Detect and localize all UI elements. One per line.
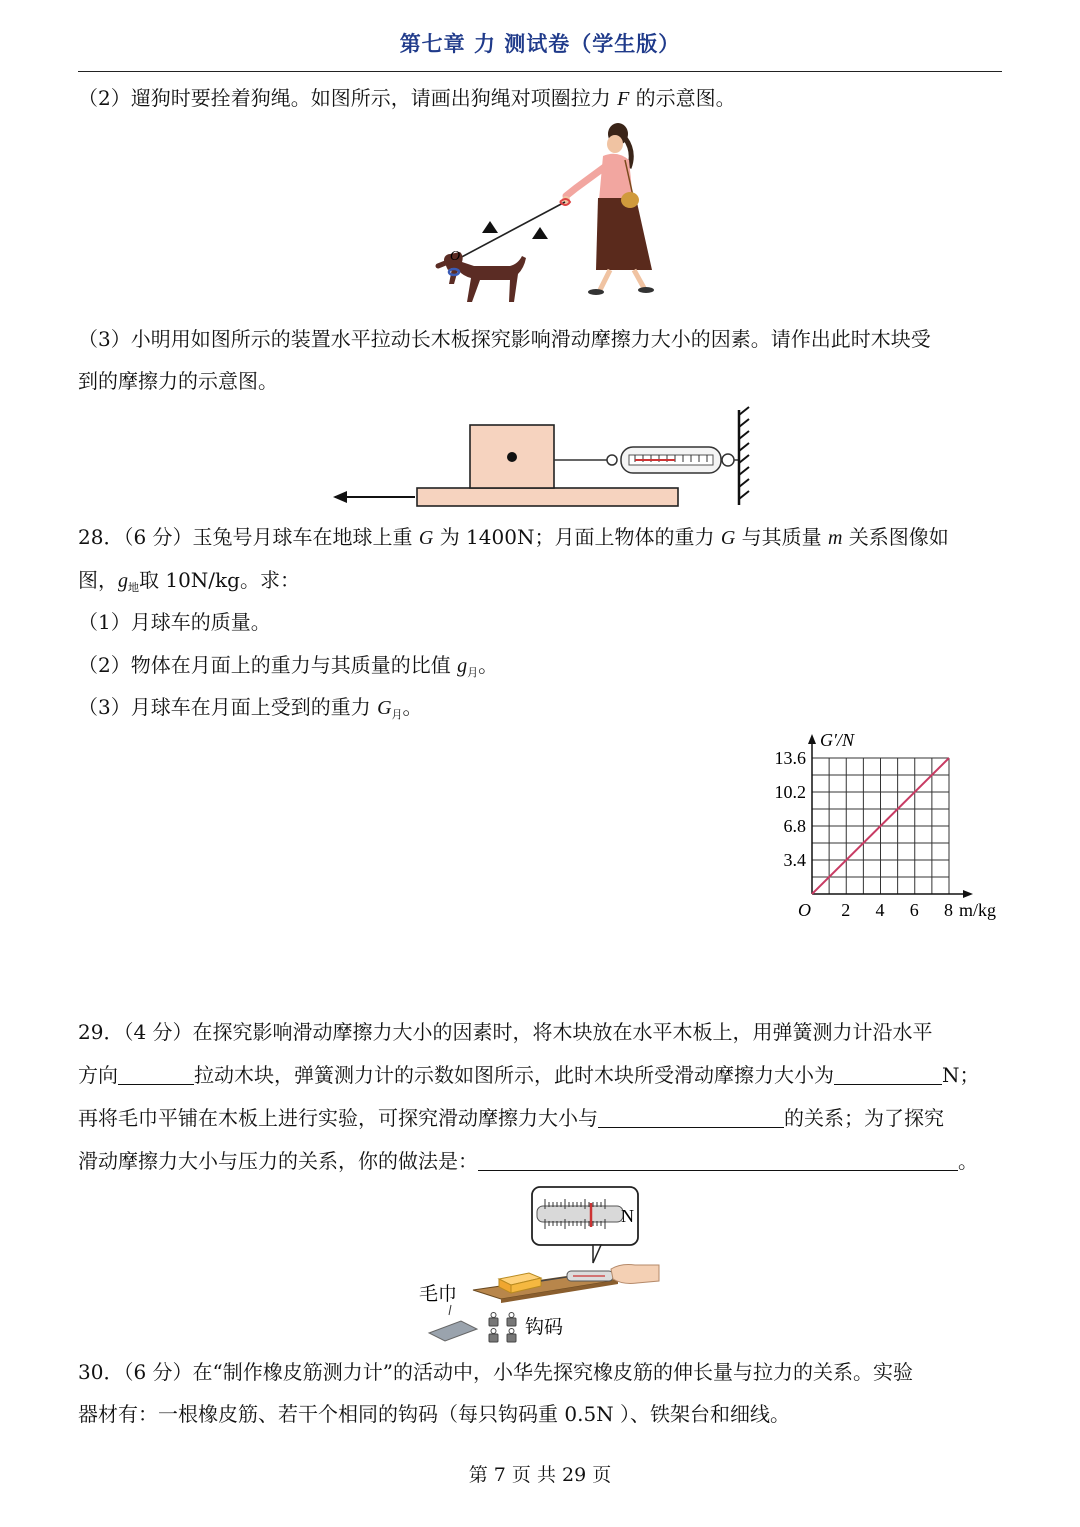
y-axis-arrow-icon	[808, 734, 816, 744]
y-tick-label: 13.6	[774, 748, 806, 768]
q27-part3-line2: 到的摩擦力的示意图。	[78, 369, 278, 393]
leash-line	[456, 202, 565, 260]
chart-y-label: G′/N	[820, 730, 854, 750]
q30-line1: 30．（6 分）在“制作橡皮筋测力计”的活动中，小华先探究橡皮筋的伸长量与拉力的关系。实验	[78, 1360, 913, 1384]
x-axis-arrow-icon	[963, 890, 973, 898]
q27-part3-line1: （3）小明用如图所示的装置水平拉动长木板探究影响滑动摩擦力大小的因素。请作出此时木块受	[78, 327, 931, 351]
q28-sub1: （1）月球车的质量。	[78, 610, 271, 634]
woman-illustration	[562, 123, 654, 295]
q29-line3: 再将毛巾平铺在木板上进行实验，可探究滑动摩擦力大小与 的关系；为了探究	[78, 1106, 944, 1130]
hand-illustration	[611, 1265, 659, 1284]
spring-scale-experiment-figure	[415, 1183, 675, 1343]
q29-line4: 滑动摩擦力大小与压力的关系，你的做法是： 。	[78, 1149, 978, 1173]
moon-gravity-chart	[760, 725, 1010, 925]
q30-line2: 器材有：一根橡皮筋、若干个相同的钩码（每只钩码重 0.5N ）、铁架台和细线。	[78, 1402, 791, 1426]
triangle-marker-icon	[532, 227, 548, 239]
hook-weights-icon	[489, 1313, 516, 1343]
y-tick-label: 10.2	[774, 782, 806, 802]
weights-label: 钩码	[525, 1317, 564, 1338]
x-tick-label: 2	[841, 900, 851, 920]
page-header-title: 第七章 力 测试卷（学生版）	[399, 31, 681, 56]
header-divider	[78, 71, 1002, 72]
q28-sub3: （3）月球车在月面上受到的重力 $G_月$。	[78, 695, 423, 721]
meter-unit-label: N	[621, 1206, 634, 1226]
dog-point-label: O	[450, 249, 461, 264]
y-tick-label: 6.8	[783, 816, 806, 836]
towel-illustration	[429, 1321, 477, 1341]
page-footer: 第 7 页 共 29 页	[468, 1464, 612, 1486]
answer-blank-direction[interactable]	[118, 1064, 194, 1085]
x-tick-label: 4	[875, 900, 885, 920]
x-tick-label: 8	[944, 900, 953, 920]
towel-label: 毛巾	[419, 1284, 458, 1305]
x-tick-label: 6	[909, 900, 919, 920]
q29-line2: 方向 拉动木块，弹簧测力计的示数如图所示，此时木块所受滑动摩擦力大小为 N；	[78, 1063, 980, 1087]
spring-scale-hook-icon	[607, 455, 617, 465]
long-wooden-board	[417, 488, 678, 506]
arrow-head-icon	[333, 491, 347, 503]
chart-origin-label: O	[798, 900, 811, 920]
q28-sub2: （2）物体在月面上的重力与其质量的比值 $g_月$。	[78, 653, 499, 679]
chart-x-label: m/kg	[959, 900, 997, 920]
triangle-marker-icon	[482, 221, 498, 233]
wall-hatch	[739, 407, 749, 499]
y-tick-label: 3.4	[783, 850, 806, 870]
answer-blank-factor[interactable]	[598, 1107, 784, 1128]
answer-blank-friction-value[interactable]	[834, 1064, 942, 1085]
q27-part2-text: （2）遛狗时要拴着狗绳。如图所示，请画出狗绳对项圈拉力 F 的示意图。	[78, 86, 736, 110]
answer-blank-method[interactable]	[478, 1150, 958, 1171]
q29-line1: 29．（4 分）在探究影响滑动摩擦力大小的因素时，将木块放在水平木板上，用弹簧测力计沿水平	[78, 1020, 933, 1044]
q28-line2: 图，$g_地$取 10N/kg。求：	[78, 568, 300, 594]
dog-walking-figure	[420, 120, 660, 315]
q28-line1: 28．（6 分）玉兔号月球车在地球上重 G 为 1400N；月面上物体的重力 G 与其质量 m 关系图像如	[78, 525, 949, 549]
friction-board-figure	[325, 405, 765, 515]
block-center-dot	[507, 452, 517, 462]
